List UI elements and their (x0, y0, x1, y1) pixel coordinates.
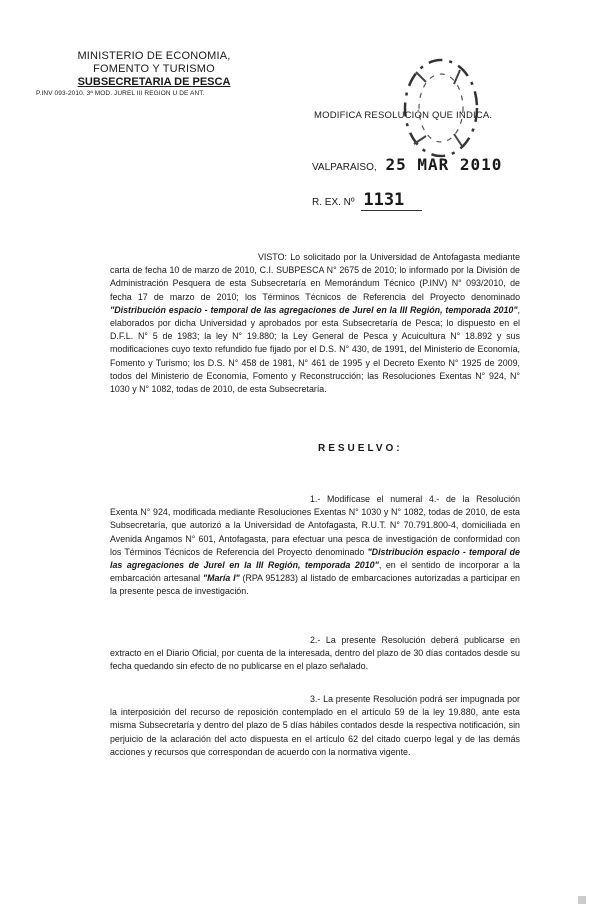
stamped-date: 25 MAR 2010 (385, 155, 503, 174)
rex-label: R. EX. Nº (312, 197, 355, 208)
item-1-project-title: "Distribución espacio - temporal de las agregaciones de Jurel en la III Región, temporada 2010" (110, 546, 520, 571)
place-label: VALPARAISO, (312, 162, 377, 173)
scan-corner-mark (578, 896, 586, 904)
subsecretaria-line: SUBSECRETARIA DE PESCA (77, 76, 231, 88)
ministry-line-2: FOMENTO Y TURISMO (93, 63, 215, 75)
item-1-rest: (RPA 951283) al listado de embarcaciones autorizadas a participar en la presente pesca de investigación. (110, 573, 520, 597)
rex-number: 1131 (361, 190, 422, 211)
resuelvo-heading: RESUELVO: (318, 443, 403, 454)
reference-code: P.INV 093-2010. 3ª MOD. JUREL III REGION U DE ANT. (36, 90, 205, 97)
resolution-item-3: 3.- La presente Resolución podrá ser impugnada por la interposición del recurso de reposición contemplado en el artículo 59 de la ley 19.880, ante esta misma Subsecretaría y dentro del plazo de 5 días hábiles contados desde la respectiva notificación, sin perjuicio de la aclaración del acto dispuesta en el artículo 62 del citado cuerpo legal y de las demás acciones y recursos que correspondan de acuerdo con la normativa vigente. (110, 694, 520, 757)
resolution-subject: MODIFICA RESOLUCIÓN QUE INDICA. (314, 110, 493, 121)
official-seal-icon (396, 52, 486, 164)
item-1-vessel: "María I" (202, 573, 240, 584)
visto-project-title: "Distribución espacio - temporal de las agregaciones de Jurel en la III Región, temporada 2010" (110, 304, 518, 315)
letterhead (36, 50, 272, 98)
item-1-lead: 1.- Modifícase el numeral 4.- de la Resolución Exenta N° 924, modificada mediante Resoluciones Exentas N° 1030 y N° 1082, todas de 2010, de esta Subsecretaría, que autorizó a la Universidad de Antofagasta, R.U.T. N° 70.791.800-4, domiciliada en Avenida Angamos N° 601, Antofagasta, para efectuar una pesca de investigación de conformidad con los Términos Técnicos de Referencia del Proyecto denominado (110, 494, 520, 557)
resolution-item-2: 2.- La presente Resolución deberá publicarse en extracto en el Diario Oficial, por cuenta de la interesada, dentro del plazo de 30 días contados desde su fecha quedando sin efecto de no publicarse en el plazo señalado. (110, 635, 520, 672)
resolution-item-1 (110, 493, 520, 599)
visto-paragraph (110, 251, 520, 396)
place-date (312, 155, 502, 174)
item-1-mid: , en el sentido de incorporar a la embarcación artesanal (110, 560, 520, 584)
resolution-number (312, 190, 422, 210)
ministry-line: MINISTERIO DE ECONOMIA, (77, 50, 231, 62)
visto-lead: VISTO: Lo solicitado por la Universidad de Antofagasta mediante carta de fecha 10 de marzo de 2010, C.I. SUBPESCA N° 2675 de 2010; lo informado por la División de Administración Pesquera de esta Subsecretaría en Memorándum Técnico (P.INV) N° 093/2010, de fecha 17 de marzo de 2010; los Términos Técnicos de Referencia del Proyecto denominado (110, 252, 520, 302)
visto-rest: , elaborados por dicha Universidad y aprobados por esta Subsecretaría de Pesca; lo dispuesto en el D.F.L. N° 5 de 1983; la ley N° 19.880; la Ley General de Pesca y Acuicultura N° 18.892 y sus modificaciones cuyo texto refundido fue fijado por el D.S. N° 430, de 1991, del Ministerio de Economía, Fomento y Turismo; los D.S. N° 458 de 1981, N° 461 de 1995 y el Decreto Exento N° 1925 de 2009, todos del Ministerio de Economía, Fomento y Reconstrucción; las Resoluciones Exentas N° 924, N° 1030 y N° 1082, todas de 2010, de esta Subsecretaría. (110, 304, 520, 395)
